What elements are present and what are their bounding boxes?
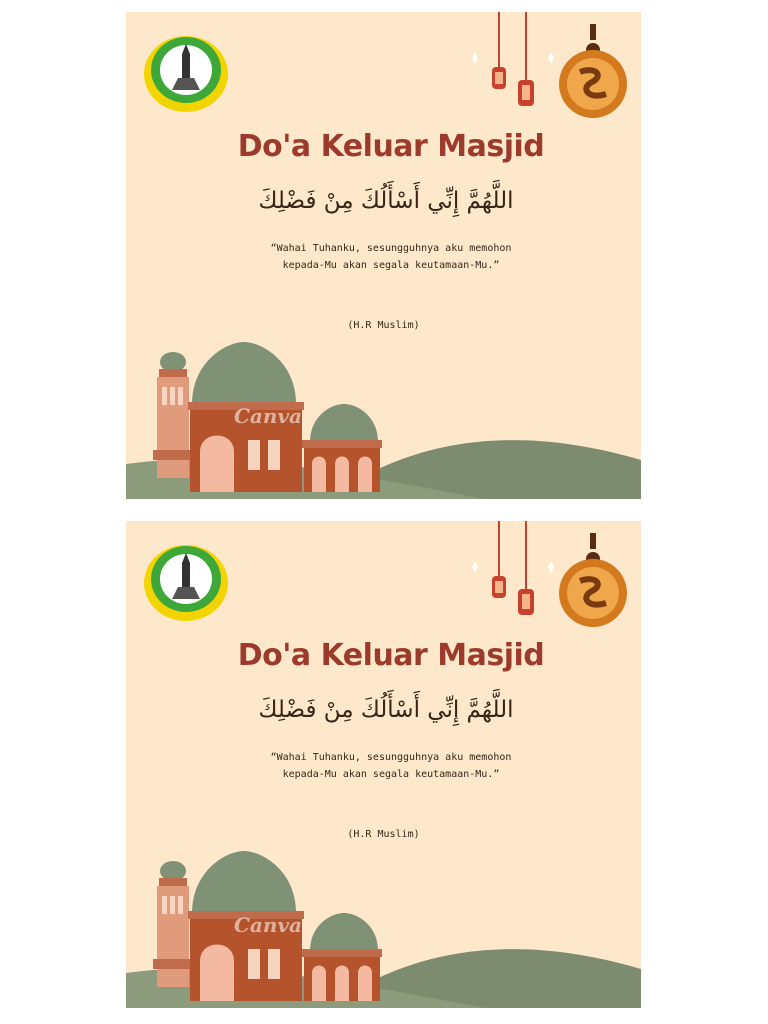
- prayer-translation: “Wahai Tuhanku, sesungguhnya aku memohon kepada-Mu akan segala keutamaan-Mu.”: [270, 752, 512, 780]
- prayer-translation: “Wahai Tuhanku, sesungguhnya aku memohon kepada-Mu akan segala keutamaan-Mu.”: [270, 243, 512, 271]
- institution-emblem-logo: [142, 30, 230, 114]
- main-dome: [192, 342, 296, 404]
- watermark: Canva: [234, 404, 302, 428]
- ssi-emblem-logo: [556, 20, 632, 120]
- sparkle-icon: [472, 52, 554, 64]
- minaret: [153, 352, 193, 478]
- hadith-source: (H.R Muslim): [347, 829, 420, 840]
- sparkle-icon: [472, 561, 554, 573]
- institution-emblem-logo: [142, 539, 230, 623]
- hanging-lantern-icon: [492, 521, 534, 615]
- arabic-prayer-text: اللَّهُمَّ إِنِّي أَسْأَلُكَ مِنْ فَضْلِكَ: [258, 188, 514, 214]
- main-dome: [192, 851, 296, 913]
- arabic-prayer-text: اللَّهُمَّ إِنِّي أَسْأَلُكَ مِنْ فَضْلِكَ: [258, 697, 514, 723]
- page-title: Do'a Keluar Masjid: [237, 129, 545, 164]
- watermark: Canva: [234, 913, 302, 937]
- small-dome: [310, 404, 378, 442]
- page-title: Do'a Keluar Masjid: [237, 638, 545, 673]
- poster-card-1: [126, 12, 641, 499]
- hadith-source: (H.R Muslim): [347, 320, 420, 331]
- poster-card-2: [126, 521, 641, 1008]
- hanging-lantern-icon: [492, 12, 534, 106]
- small-dome: [310, 913, 378, 951]
- ssi-emblem-logo: [556, 529, 632, 629]
- minaret: [153, 861, 193, 987]
